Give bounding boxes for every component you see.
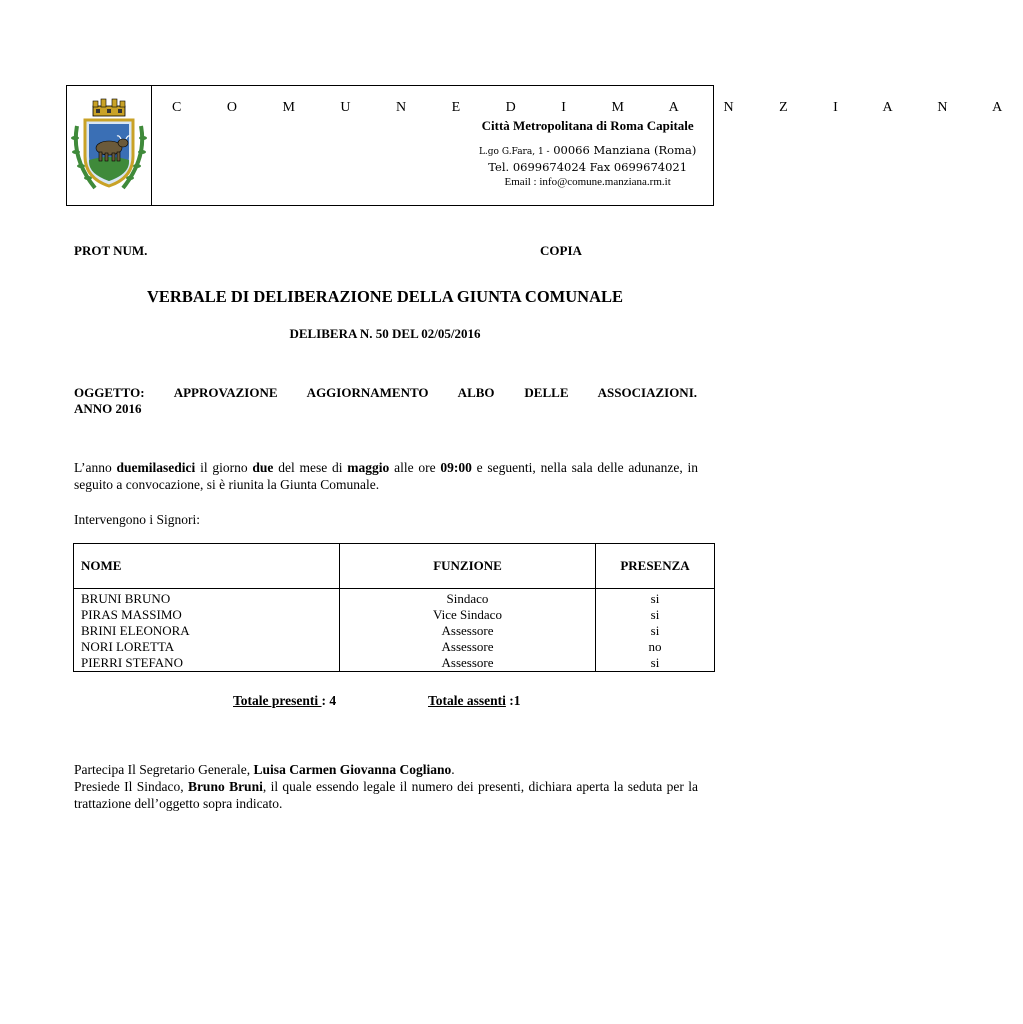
- col-nome: NOME: [74, 544, 340, 589]
- totale-assenti: Totale assenti :1: [428, 693, 521, 708]
- address-prefix: L.go G.Fara, 1 -: [478, 147, 550, 157]
- table-row: [74, 623, 715, 639]
- cell-presenza: si: [596, 589, 715, 608]
- address-main: 00066 Manziana (Roma): [553, 143, 697, 157]
- oggetto-line1: OGGETTO: APPROVAZIONE AGGIORNAMENTO ALBO DELLE ASSOCIAZIONI.: [74, 385, 697, 400]
- phone-fax: Tel. 0699674024 Fax 0699674021: [488, 160, 688, 174]
- comune-name: C O M U N E D I M A N Z I A N A: [172, 100, 1023, 115]
- totale-presenti: Totale presenti : 4: [233, 693, 337, 708]
- citta-metropolitana: Città Metropolitana di Roma Capitale: [481, 118, 694, 133]
- cell-nome: BRUNI BRUNO: [74, 589, 340, 608]
- document-title: VERBALE DI DELIBERAZIONE DELLA GIUNTA COMUNALE: [147, 287, 623, 306]
- cell-funzione: Assessore: [340, 623, 596, 639]
- cell-presenza: no: [596, 639, 715, 655]
- attendance-table: [73, 543, 715, 672]
- delibera-number: DELIBERA N. 50 DEL 02/05/2016: [289, 326, 481, 341]
- intervengono: Intervengono i Signori:: [74, 512, 200, 527]
- cell-nome: PIERRI STEFANO: [74, 655, 340, 672]
- opening-paragraph: L’anno duemilasedici il giorno due del mese di maggio alle ore 09:00 e seguenti, nella sala delle adunanze, in seguito a convocazione, si è riunita la Giunta Comunale.: [74, 460, 699, 492]
- copia-label: COPIA: [540, 243, 582, 258]
- closing-paragraph: Partecipa Il Segretario Generale, Luisa Carmen Giovanna Cogliano. Presiede Il Sindaco, Bruno Bruni, il quale essendo legale il numero dei presenti, dichiara aperta la seduta per la trattazione dell’oggetto sopra indicato.: [74, 762, 698, 811]
- cell-presenza: si: [596, 623, 715, 639]
- cell-funzione: Assessore: [340, 655, 596, 672]
- logo-cell: [67, 86, 152, 205]
- table-row: [74, 655, 715, 672]
- cell-presenza: si: [596, 607, 715, 623]
- cell-nome: BRINI ELEONORA: [74, 623, 340, 639]
- letterhead-info: [152, 86, 1023, 205]
- cell-nome: NORI LORETTA: [74, 639, 340, 655]
- col-presenza: PRESENZA: [596, 544, 715, 589]
- oggetto-line2: ANNO 2016: [74, 401, 142, 416]
- cell-funzione: Sindaco: [340, 589, 596, 608]
- letterhead: [66, 85, 1023, 206]
- table-row: [74, 607, 715, 623]
- cell-presenza: si: [596, 655, 715, 672]
- coat-of-arms-icon: [67, 98, 151, 194]
- email: Email : info@comune.manziana.rm.it: [504, 176, 671, 188]
- cell-funzione: Vice Sindaco: [340, 607, 596, 623]
- cell-nome: PIRAS MASSIMO: [74, 607, 340, 623]
- prot-num: PROT NUM.: [74, 243, 148, 258]
- table-row: [74, 589, 715, 608]
- table-row: [74, 639, 715, 655]
- cell-funzione: Assessore: [340, 639, 596, 655]
- address: [152, 143, 1023, 160]
- col-funzione: FUNZIONE: [340, 544, 596, 589]
